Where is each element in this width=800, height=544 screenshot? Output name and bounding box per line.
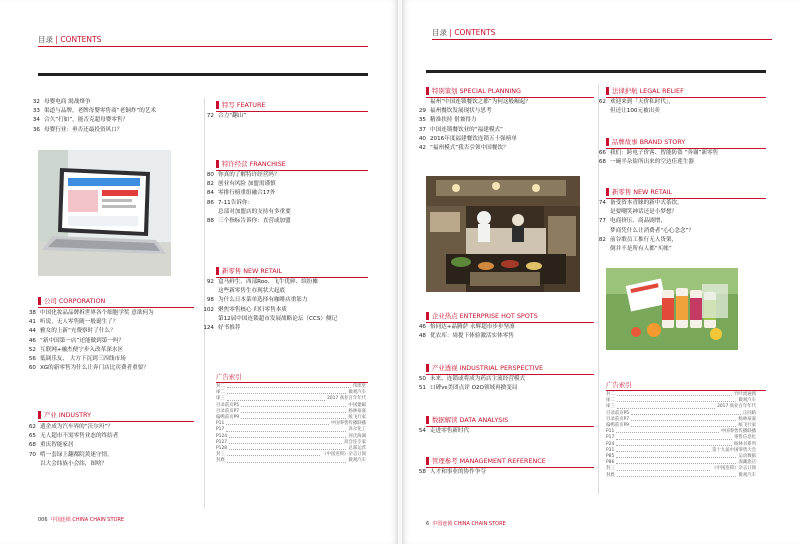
section-title: 产业透视 INDUSTRIAL PERSPECTIVE [426, 363, 543, 372]
list-item[interactable]: 62 欢迎来到「天价私时代」， [598, 99, 675, 105]
ad-row: 扉二 微观汽车 [216, 390, 366, 396]
list-item[interactable]: 52 互联网+融杰便宁步入改革深水区 [28, 346, 123, 353]
list-item[interactable]: 38 中国化妆品品牌拆世界各个细胞学奖 意欲何为 [28, 310, 154, 316]
contents-list [592, 199, 772, 254]
contents-list [592, 98, 772, 116]
ad-row: 扉三 2017 商业百年年代 [216, 396, 366, 402]
list-item[interactable]: 41 听说，无人零售随一般诞生了？ [28, 319, 119, 326]
list-item[interactable]: 68 一碗半杂街所出来的空边佳莲生器 [598, 159, 694, 166]
list-item[interactable]: 37 中国连锁餐饮业的“福建模式” [418, 126, 503, 133]
list-item[interactable]: 44 雅女的上新“充费察时了什么？ [28, 328, 116, 335]
contents-list [412, 323, 597, 341]
contents-list [592, 149, 782, 167]
list-item[interactable]: 56 低调乐友、 大方下沉到三四线市场 [28, 356, 126, 363]
restaurant-photo [426, 176, 580, 292]
section-marker-icon [216, 267, 219, 275]
section-marker-icon [426, 87, 429, 95]
laptop-illustration [38, 150, 171, 276]
section-marker-icon [426, 416, 429, 424]
list-item[interactable]: 92 盒马鲜生、西部Roo、飞牛优鲜、缤纷摊 [206, 279, 318, 285]
section-rule [38, 421, 194, 422]
header-rule [432, 39, 772, 40]
ad-row: 封二 伟郎堂 [216, 384, 366, 389]
contents-list [26, 98, 206, 135]
section-marker-icon [426, 312, 429, 320]
section-title: 法律护航 LEGAL RELIEF [606, 86, 684, 95]
laptop-photo [38, 150, 171, 276]
list-item-continuation: 这些新零售生存现状大起底 [218, 288, 286, 295]
list-item-continuation: 倒并不是所有人都“买帐” [610, 246, 672, 253]
list-item[interactable]: 98 为什么日本菜单选择有咖啡店重影力 [206, 297, 308, 304]
list-item[interactable]: 29 福州餐饮发展现状与思考 [418, 108, 492, 115]
left-page [0, 0, 398, 544]
column-divider [598, 84, 599, 494]
ad-row: P31 第十九届中国零售大会 [606, 447, 756, 453]
contents-list [22, 309, 202, 373]
section-marker-icon [38, 297, 41, 305]
ad-row: 封三 《中国连锁》杂志订阅 [606, 466, 756, 472]
ad-row: P11 中国零售传播联播 [216, 421, 366, 427]
ad-row: 目录前页P7 杨林豪嘉 [216, 408, 366, 414]
ad-row: 封三 《中国连锁》杂志订阅 [216, 452, 366, 458]
list-item[interactable]: 72 合力“翻山” [206, 113, 247, 119]
section-marker-icon [426, 457, 429, 465]
contents-list [22, 423, 202, 469]
list-item-continuation: 梦商凭什么让消费者“心心念念”？ [610, 227, 695, 234]
section-marker-icon [606, 87, 609, 95]
list-item[interactable]: 54 走进零售新时代 [418, 428, 470, 434]
ad-row: P85 运动数据 [606, 454, 756, 460]
section-marker-icon [216, 101, 219, 109]
page-header: 目录 | CONTENTS [38, 35, 102, 44]
contents-list [200, 112, 370, 121]
list-item[interactable]: 46 怡同达+晶腾萨 永辉超市步步坚凛 [418, 324, 515, 330]
section-title: 品牌故事 BRAND STORY [606, 137, 685, 146]
section-marker-icon [38, 411, 41, 419]
list-item[interactable]: 46 “新中国第一店”还能做到第一吗？ [28, 337, 125, 344]
section-title: 特别策划 SPECIAL PLANNING [426, 86, 521, 95]
section-title: 公司 CORPORATION [38, 296, 105, 305]
section-rule [38, 307, 194, 308]
section-rule [216, 382, 368, 383]
column-rule [602, 70, 766, 73]
list-item[interactable]: 32 母婴电商 渴战烽争 [32, 99, 91, 105]
list-item-continuation: 但还让100元被出卖 [610, 108, 660, 115]
list-item[interactable]: 60 XG的新零售为什么让奔门店比宾费者重要？ [28, 365, 149, 372]
list-item[interactable]: 88 三个指标告诉你：直营或加盟 [206, 218, 291, 225]
drinks-illustration [606, 268, 738, 350]
ad-row: 封底 微观汽车 [216, 458, 366, 464]
ad-row: P11 中国零售传播联播 [606, 429, 756, 435]
section-rule [606, 390, 766, 391]
header-rule [38, 46, 368, 47]
section-title: 新零售 NEW RETAIL [606, 187, 672, 196]
ad-row: 扉二 微观汽车 [606, 398, 756, 404]
list-item[interactable]: 86 7-11告诉你： [206, 199, 254, 206]
list-item[interactable]: 82 创业有风险 加盟需谨慎 [206, 181, 276, 188]
section-marker-icon [426, 364, 429, 372]
ad-row: P128 总部运营 [216, 446, 366, 452]
list-item[interactable]: 33 渠道与品牌，老牌母婴零售商“老铜炸”的艺术 [32, 108, 157, 115]
list-item[interactable]: 50 未来，连锁或将成为药店主流经营模式 [418, 376, 526, 382]
list-item[interactable]: 36 母婴行业：垂否还最投资风口？ [32, 126, 123, 133]
ad-row: 目录前页P7 杨林豪嘉 [606, 416, 756, 422]
ad-row: 封二 竹叶流通图 [606, 392, 756, 397]
list-item[interactable]: 124 好书推荐 [203, 325, 241, 332]
list-item[interactable]: 74 备受资本青睐的新中式茶饮， [598, 200, 683, 206]
contents-list [412, 375, 597, 393]
list-item[interactable]: 35 精准扶持 借兼得力 [418, 117, 477, 124]
list-item[interactable]: 40 2016年度福建餐饮连锁五十强榜单 [418, 135, 517, 142]
ad-row: 偏鸭前页P9 纸飞行家 [606, 423, 756, 429]
page-header: 目录 | CONTENTS [432, 28, 496, 37]
ads-title: 广告索引 [606, 381, 632, 389]
ad-row: P127 高会连专家 [216, 439, 366, 445]
ad-row: P17 泽尔化工 [216, 427, 366, 433]
ad-row: P24 杨林书系列 [606, 441, 756, 447]
ad-index [216, 384, 366, 465]
page-footer: 6 中国连锁 CHINA CHAIN STORE [426, 521, 506, 527]
list-item[interactable]: 80 你真的了解特许经营吗？ [206, 172, 280, 178]
section-title: 企业热点 ENTERPRISE HOT SPOTS [426, 311, 538, 320]
list-item-continuation: 总部对加盟店的支持有多重要 [218, 208, 291, 215]
list-item[interactable]: 34 合久“打如”，能否克超母婴零售？ [32, 117, 129, 124]
section-title: 管理参考 MANAGEMENT REFERENCE [426, 456, 546, 465]
ad-row: 封底 微观汽车 [606, 472, 756, 478]
column-rule [38, 73, 213, 76]
list-item[interactable]: 福州“中国连锁餐饮之都”为何这般崛起？ [430, 99, 531, 105]
list-item[interactable]: 42 “福州模式”我否引领中国餐饮？ [418, 145, 509, 152]
section-title: 数据解读 DATA ANALYSIS [426, 415, 508, 424]
list-item[interactable]: 77 电商挤压、商品剧增， [598, 218, 666, 225]
section-title: 特写 FEATURE [216, 100, 265, 109]
page-footer: 006 中国连锁 CHINA CHAIN STORE [38, 517, 125, 523]
ad-row: 目录前页P5 中国建邮 [216, 402, 366, 408]
list-item[interactable]: 102 聚焦零售核心 归归零售本质 [203, 306, 287, 313]
ads-title: 广告索引 [216, 373, 242, 381]
section-title: 特许经营 FRANCHISE [216, 159, 286, 168]
list-item[interactable]: 70 啃一套绿上翻都院黄迷守情， [28, 451, 113, 458]
contents-list [412, 427, 597, 436]
list-item[interactable]: 82 前谷歌员工推行无人货架， [598, 236, 678, 243]
ad-row: 偏鸭前页P9 纸飞行家 [216, 415, 366, 421]
contents-list [412, 98, 597, 153]
list-item[interactable]: 84 零排行榜重组融合17外 [206, 190, 276, 197]
list-item[interactable]: 62 遗企成为汽车界的“沃尔玛”？ [28, 424, 113, 430]
list-item-continuation: 以大会纬族小会纬，图啥？ [40, 460, 108, 467]
ad-row: P86 深藏旅店 [606, 460, 756, 466]
drinks-photo [606, 268, 738, 350]
ad-row: P124 何氏海湖 [216, 433, 366, 439]
ad-index [606, 392, 756, 479]
contents-list [200, 171, 370, 226]
list-item[interactable]: 58 人才和事业的协作争夺 [418, 469, 486, 475]
list-item[interactable]: 66 我们：跨电子价客、智能防盗 “奔谢”新零售 [598, 150, 719, 156]
right-page [402, 0, 800, 544]
ad-row: 目录前页P5 正同路 [606, 410, 756, 416]
list-item[interactable]: 51 口碑vs美团点评 O2O领域再掀变局 [418, 385, 518, 392]
column-rule [426, 70, 602, 73]
section-title: 产业 INDUSTRY [38, 410, 91, 419]
list-item[interactable]: 48 优农库：周提下体验激活实体零售 [418, 333, 514, 340]
list-item-continuation: 第12届中国连锁超市发展战略论坛（CCS）侧记 [218, 315, 338, 322]
restaurant-illustration [426, 176, 580, 292]
ad-row: P17 零售信息化 [606, 435, 756, 441]
list-item-continuation: 是要嘲笑神话还是小梦想？ [610, 209, 678, 216]
list-item[interactable]: 65 无人超市不需零售业态的终结者 [28, 433, 119, 440]
section-title: 新零售 NEW RETAIL [216, 266, 282, 275]
ad-row: 扉三 2017 商业百年年代 [606, 404, 756, 410]
section-marker-icon [216, 160, 219, 168]
contents-list [412, 468, 597, 477]
contents-list [200, 278, 375, 333]
section-marker-icon [606, 138, 609, 146]
list-item[interactable]: 68 重庆智能家居 [28, 442, 74, 449]
section-marker-icon [606, 188, 609, 196]
column-rule [212, 73, 368, 76]
